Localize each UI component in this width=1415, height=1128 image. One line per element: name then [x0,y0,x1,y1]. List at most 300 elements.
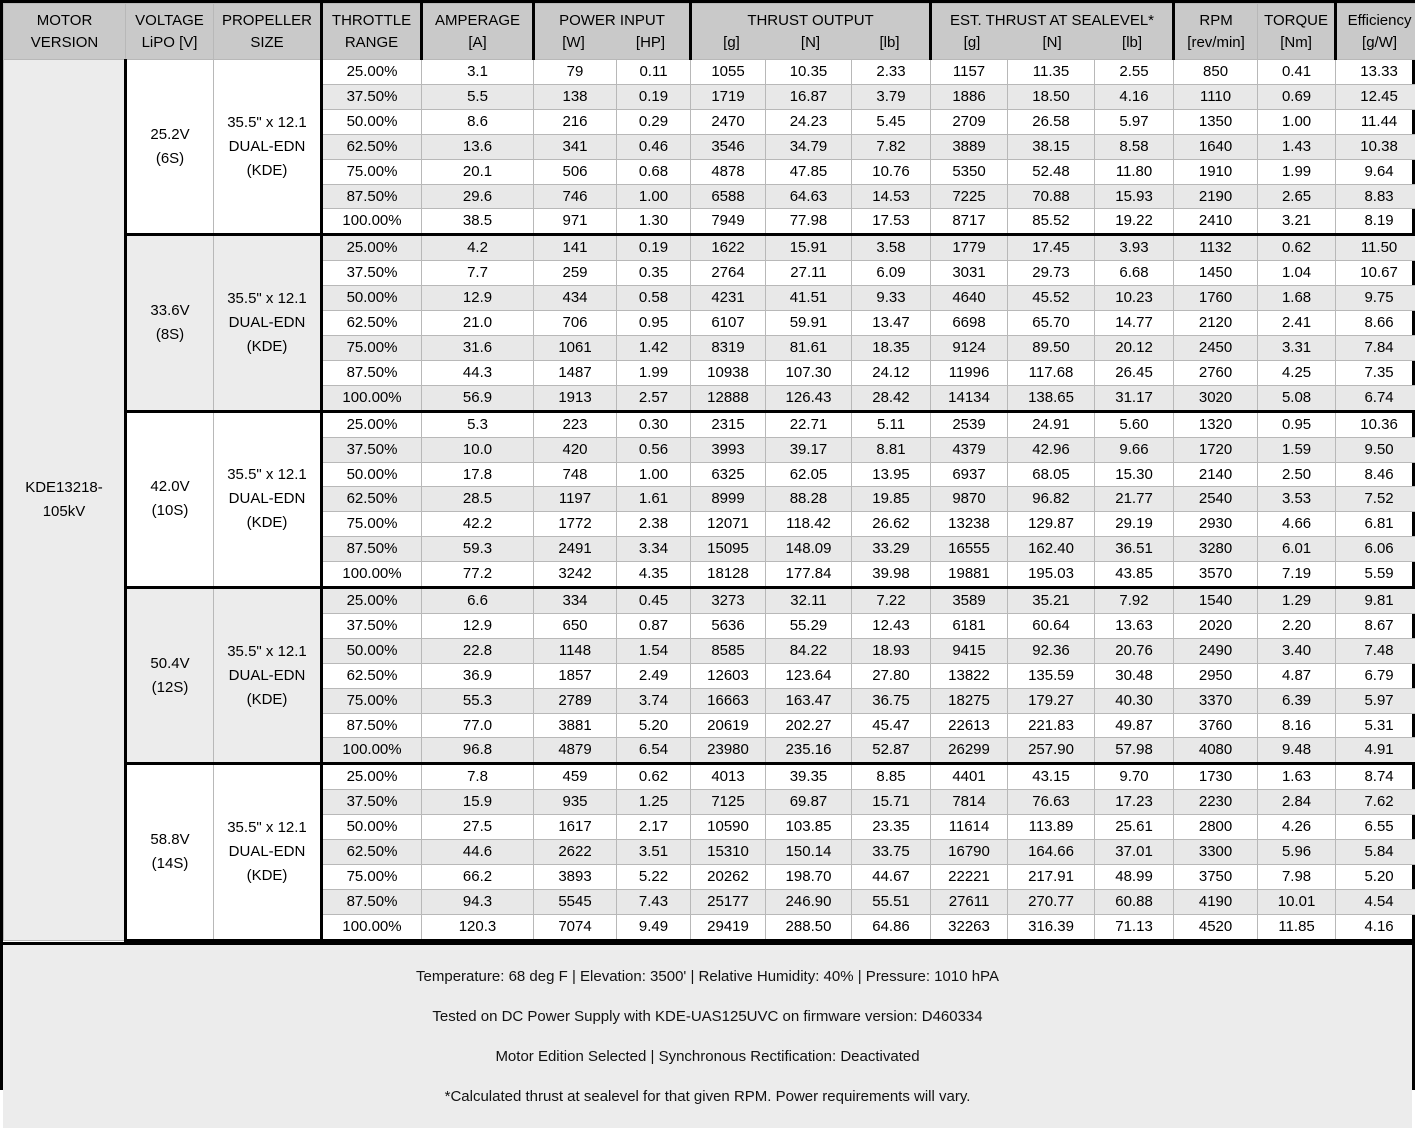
cell-efficiency: 10.38 [1336,134,1415,159]
table-row [4,235,1415,261]
cell-thrust-lb: 18.93 [852,638,931,663]
header-rpm-line1: RPM [1175,10,1257,32]
cell-sealevel-n: 29.73 [1008,261,1095,286]
cell-sealevel-lb: 40.30 [1095,688,1174,713]
cell-throttle: 50.00% [322,109,422,134]
cell-power-w: 79 [534,60,617,85]
cell-thrust-g: 1055 [691,60,766,85]
cell-thrust-g: 10590 [691,815,766,840]
cell-torque: 3.31 [1258,335,1336,360]
cell-sealevel-lb: 29.19 [1095,512,1174,537]
cell-thrust-g: 2470 [691,109,766,134]
cell-throttle: 37.50% [322,437,422,462]
footer-test-setup: Tested on DC Power Supply with KDE-UAS125UVC on firmware version: D460334 [432,1008,982,1025]
cell-thrust-lb: 36.75 [852,688,931,713]
cell-power-w: 1617 [534,815,617,840]
cell-rpm: 1720 [1174,437,1258,462]
cell-rpm: 850 [1174,60,1258,85]
cell-power-w: 459 [534,764,617,790]
cell-torque: 0.69 [1258,84,1336,109]
cell-power-w: 935 [534,790,617,815]
cell-throttle: 87.50% [322,537,422,562]
cell-thrust-lb: 17.53 [852,209,931,235]
cell-sealevel-n: 70.88 [1008,184,1095,209]
cell-sealevel-n: 138.65 [1008,385,1095,411]
cell-thrust-n: 84.22 [766,638,852,663]
cell-thrust-n: 32.11 [766,588,852,614]
cell-motor-version [4,60,126,941]
cell-throttle: 62.50% [322,487,422,512]
cell-sealevel-lb: 5.97 [1095,109,1174,134]
cell-thrust-g: 6325 [691,462,766,487]
header-thrust-output-n: [N] [771,32,850,54]
cell-sealevel-g: 6698 [931,311,1008,336]
cell-thrust-n: 148.09 [766,537,852,562]
cell-thrust-lb: 2.33 [852,60,931,85]
header-est-thrust-g: [g] [932,32,1012,54]
cell-power-hp: 3.34 [617,537,691,562]
cell-power-w: 141 [534,235,617,261]
cell-thrust-n: 88.28 [766,487,852,512]
cell-torque: 6.01 [1258,537,1336,562]
cell-thrust-g: 1622 [691,235,766,261]
cell-efficiency: 6.74 [1336,385,1415,411]
cell-sealevel-n: 257.90 [1008,738,1095,764]
cell-throttle: 50.00% [322,462,422,487]
cell-amperage: 44.3 [422,360,534,385]
cell-amperage: 12.9 [422,286,534,311]
cell-thrust-lb: 33.29 [852,537,931,562]
cell-power-w: 434 [534,286,617,311]
cell-propeller-4 [214,588,322,764]
cell-power-w: 259 [534,261,617,286]
cell-rpm: 4080 [1174,738,1258,764]
cell-power-w: 334 [534,588,617,614]
cell-sealevel-g: 1157 [931,60,1008,85]
cell-torque: 2.84 [1258,790,1336,815]
cell-thrust-n: 150.14 [766,840,852,865]
cell-sealevel-g: 2539 [931,411,1008,437]
cell-torque: 5.08 [1258,385,1336,411]
cell-rpm: 2140 [1174,462,1258,487]
cell-torque: 0.41 [1258,60,1336,85]
cell-thrust-g: 12888 [691,385,766,411]
cell-power-w: 1913 [534,385,617,411]
cell-throttle: 25.00% [322,411,422,437]
cell-voltage-2 [126,235,214,411]
cell-thrust-n: 64.63 [766,184,852,209]
cell-torque: 4.66 [1258,512,1336,537]
cell-sealevel-n: 129.87 [1008,512,1095,537]
cell-power-hp: 0.19 [617,84,691,109]
cell-rpm: 1910 [1174,159,1258,184]
cell-sealevel-n: 316.39 [1008,914,1095,940]
cell-throttle: 62.50% [322,840,422,865]
cell-rpm: 2450 [1174,335,1258,360]
cell-thrust-g: 1719 [691,84,766,109]
cell-rpm: 2190 [1174,184,1258,209]
cell-torque: 1.99 [1258,159,1336,184]
header-propeller-size [214,4,322,60]
propeller-line1: 35.5" x 12.1 [214,287,320,311]
cell-torque: 9.48 [1258,738,1336,764]
cell-sealevel-g: 4379 [931,437,1008,462]
voltage-line2: (8S) [127,323,213,347]
cell-amperage: 8.6 [422,109,534,134]
cell-amperage: 31.6 [422,335,534,360]
cell-torque: 1.43 [1258,134,1336,159]
cell-thrust-g: 7949 [691,209,766,235]
cell-power-w: 1857 [534,663,617,688]
cell-thrust-lb: 14.53 [852,184,931,209]
cell-thrust-n: 16.87 [766,84,852,109]
cell-thrust-n: 107.30 [766,360,852,385]
cell-throttle: 62.50% [322,311,422,336]
cell-sealevel-lb: 4.16 [1095,84,1174,109]
cell-thrust-g: 8999 [691,487,766,512]
cell-power-w: 2491 [534,537,617,562]
cell-torque: 3.53 [1258,487,1336,512]
header-thrust-output-title: THRUST OUTPUT [692,10,929,32]
header-motor-version-line2: VERSION [4,32,125,54]
cell-amperage: 59.3 [422,537,534,562]
cell-efficiency: 4.54 [1336,889,1415,914]
cell-power-hp: 0.95 [617,311,691,336]
cell-power-w: 5545 [534,889,617,914]
cell-sealevel-g: 32263 [931,914,1008,940]
cell-thrust-n: 55.29 [766,613,852,638]
cell-thrust-n: 118.42 [766,512,852,537]
cell-throttle: 37.50% [322,613,422,638]
cell-sealevel-lb: 60.88 [1095,889,1174,914]
cell-throttle: 100.00% [322,914,422,940]
cell-thrust-g: 23980 [691,738,766,764]
cell-sealevel-lb: 15.93 [1095,184,1174,209]
table-row [4,588,1415,614]
cell-thrust-n: 246.90 [766,889,852,914]
cell-amperage: 15.9 [422,790,534,815]
cell-power-hp: 7.43 [617,889,691,914]
cell-throttle: 75.00% [322,159,422,184]
cell-torque: 2.50 [1258,462,1336,487]
header-torque [1258,4,1336,60]
cell-torque: 1.29 [1258,588,1336,614]
cell-thrust-lb: 19.85 [852,487,931,512]
cell-rpm: 3370 [1174,688,1258,713]
cell-efficiency: 5.20 [1336,865,1415,890]
cell-thrust-lb: 13.47 [852,311,931,336]
cell-sealevel-n: 17.45 [1008,235,1095,261]
cell-power-w: 1772 [534,512,617,537]
cell-sealevel-g: 7225 [931,184,1008,209]
cell-torque: 1.04 [1258,261,1336,286]
cell-rpm: 2230 [1174,790,1258,815]
cell-rpm: 2540 [1174,487,1258,512]
cell-sealevel-g: 11614 [931,815,1008,840]
cell-thrust-lb: 33.75 [852,840,931,865]
cell-sealevel-lb: 20.76 [1095,638,1174,663]
cell-throttle: 50.00% [322,638,422,663]
cell-thrust-g: 2764 [691,261,766,286]
header-rpm-line2: [rev/min] [1175,32,1257,54]
cell-power-hp: 2.38 [617,512,691,537]
cell-power-hp: 0.62 [617,764,691,790]
cell-sealevel-lb: 43.85 [1095,562,1174,588]
cell-thrust-lb: 52.87 [852,738,931,764]
table-row [4,411,1415,437]
cell-power-w: 748 [534,462,617,487]
propeller-line3: (KDE) [214,335,320,359]
cell-sealevel-n: 52.48 [1008,159,1095,184]
cell-sealevel-lb: 36.51 [1095,537,1174,562]
cell-thrust-n: 34.79 [766,134,852,159]
cell-thrust-n: 177.84 [766,562,852,588]
cell-torque: 1.63 [1258,764,1336,790]
cell-efficiency: 8.83 [1336,184,1415,209]
cell-amperage: 29.6 [422,184,534,209]
cell-power-hp: 4.35 [617,562,691,588]
cell-thrust-g: 8585 [691,638,766,663]
cell-power-hp: 5.22 [617,865,691,890]
cell-thrust-g: 5636 [691,613,766,638]
cell-thrust-g: 8319 [691,335,766,360]
cell-sealevel-n: 68.05 [1008,462,1095,487]
cell-efficiency: 9.81 [1336,588,1415,614]
cell-amperage: 120.3 [422,914,534,940]
cell-torque: 10.01 [1258,889,1336,914]
cell-thrust-n: 24.23 [766,109,852,134]
cell-thrust-g: 20619 [691,713,766,738]
propeller-line3: (KDE) [214,688,320,712]
cell-rpm: 1760 [1174,286,1258,311]
cell-sealevel-g: 6937 [931,462,1008,487]
cell-throttle: 75.00% [322,865,422,890]
cell-throttle: 50.00% [322,286,422,311]
cell-sealevel-n: 221.83 [1008,713,1095,738]
cell-thrust-g: 18128 [691,562,766,588]
cell-power-hp: 1.25 [617,790,691,815]
cell-sealevel-lb: 10.23 [1095,286,1174,311]
cell-power-w: 706 [534,311,617,336]
header-voltage [126,4,214,60]
cell-efficiency: 6.81 [1336,512,1415,537]
cell-voltage-4 [126,588,214,764]
cell-sealevel-n: 38.15 [1008,134,1095,159]
header-motor-version [4,4,126,60]
cell-sealevel-lb: 7.92 [1095,588,1174,614]
cell-sealevel-lb: 30.48 [1095,663,1174,688]
voltage-line2: (6S) [127,147,213,171]
cell-efficiency: 5.84 [1336,840,1415,865]
cell-rpm: 2930 [1174,512,1258,537]
header-amperage [422,4,534,60]
cell-voltage-5 [126,764,214,940]
cell-rpm: 2950 [1174,663,1258,688]
cell-thrust-lb: 28.42 [852,385,931,411]
cell-thrust-lb: 45.47 [852,713,931,738]
voltage-line2: (14S) [127,852,213,876]
cell-sealevel-g: 3889 [931,134,1008,159]
cell-sealevel-lb: 49.87 [1095,713,1174,738]
cell-sealevel-g: 9415 [931,638,1008,663]
header-throttle-line2: RANGE [323,32,420,54]
cell-sealevel-n: 96.82 [1008,487,1095,512]
header-torque-line2: [Nm] [1258,32,1334,54]
propeller-line3: (KDE) [214,864,320,888]
header-efficiency [1336,4,1415,60]
cell-sealevel-n: 270.77 [1008,889,1095,914]
cell-amperage: 94.3 [422,889,534,914]
propeller-line2: DUAL-EDN [214,664,320,688]
cell-power-hp: 0.11 [617,60,691,85]
cell-thrust-g: 12603 [691,663,766,688]
cell-amperage: 42.2 [422,512,534,537]
cell-amperage: 6.6 [422,588,534,614]
cell-sealevel-lb: 2.55 [1095,60,1174,85]
cell-thrust-lb: 3.79 [852,84,931,109]
cell-rpm: 4520 [1174,914,1258,940]
cell-efficiency: 7.48 [1336,638,1415,663]
cell-rpm: 2490 [1174,638,1258,663]
cell-propeller-3 [214,411,322,587]
cell-sealevel-n: 26.58 [1008,109,1095,134]
cell-sealevel-lb: 15.30 [1095,462,1174,487]
cell-efficiency: 8.74 [1336,764,1415,790]
cell-power-w: 4879 [534,738,617,764]
cell-thrust-g: 29419 [691,914,766,940]
cell-power-hp: 0.68 [617,159,691,184]
header-voltage-line2: LiPO [V] [126,32,213,54]
cell-throttle: 75.00% [322,512,422,537]
cell-sealevel-n: 217.91 [1008,865,1095,890]
cell-thrust-lb: 8.81 [852,437,931,462]
cell-thrust-n: 62.05 [766,462,852,487]
cell-power-w: 746 [534,184,617,209]
cell-efficiency: 11.50 [1336,235,1415,261]
cell-amperage: 55.3 [422,688,534,713]
cell-rpm: 1640 [1174,134,1258,159]
cell-sealevel-g: 3589 [931,588,1008,614]
cell-power-hp: 0.46 [617,134,691,159]
cell-power-w: 3242 [534,562,617,588]
cell-sealevel-n: 117.68 [1008,360,1095,385]
cell-rpm: 3750 [1174,865,1258,890]
cell-sealevel-lb: 71.13 [1095,914,1174,940]
cell-sealevel-g: 16790 [931,840,1008,865]
cell-thrust-g: 3546 [691,134,766,159]
cell-throttle: 50.00% [322,815,422,840]
cell-amperage: 77.0 [422,713,534,738]
cell-rpm: 2410 [1174,209,1258,235]
cell-power-w: 2622 [534,840,617,865]
cell-sealevel-g: 6181 [931,613,1008,638]
table-header [4,4,1415,60]
propeller-line1: 35.5" x 12.1 [214,640,320,664]
header-est-thrust-sealevel [931,4,1174,60]
cell-torque: 1.59 [1258,437,1336,462]
cell-efficiency: 6.06 [1336,537,1415,562]
cell-rpm: 2120 [1174,311,1258,336]
header-amperage-line2: [A] [423,32,532,54]
header-power-input-title: POWER INPUT [535,10,689,32]
cell-amperage: 5.5 [422,84,534,109]
cell-propeller-2 [214,235,322,411]
cell-rpm: 2020 [1174,613,1258,638]
header-thrust-output [691,4,931,60]
cell-efficiency: 7.84 [1336,335,1415,360]
cell-torque: 4.25 [1258,360,1336,385]
cell-amperage: 38.5 [422,209,534,235]
cell-thrust-g: 16663 [691,688,766,713]
cell-sealevel-lb: 9.70 [1095,764,1174,790]
cell-throttle: 25.00% [322,764,422,790]
cell-rpm: 1110 [1174,84,1258,109]
cell-power-w: 1487 [534,360,617,385]
cell-sealevel-g: 7814 [931,790,1008,815]
cell-thrust-n: 41.51 [766,286,852,311]
voltage-line1: 33.6V [127,299,213,323]
cell-sealevel-lb: 48.99 [1095,865,1174,890]
cell-sealevel-n: 85.52 [1008,209,1095,235]
cell-torque: 7.19 [1258,562,1336,588]
cell-sealevel-n: 164.66 [1008,840,1095,865]
cell-power-hp: 0.19 [617,235,691,261]
cell-sealevel-n: 113.89 [1008,815,1095,840]
cell-power-hp: 1.99 [617,360,691,385]
cell-throttle: 75.00% [322,335,422,360]
cell-throttle: 25.00% [322,60,422,85]
cell-thrust-g: 4013 [691,764,766,790]
cell-sealevel-lb: 11.80 [1095,159,1174,184]
header-throttle-line1: THROTTLE [323,10,420,32]
cell-efficiency: 9.75 [1336,286,1415,311]
cell-sealevel-g: 1779 [931,235,1008,261]
cell-sealevel-n: 76.63 [1008,790,1095,815]
cell-power-hp: 2.49 [617,663,691,688]
cell-amperage: 27.5 [422,815,534,840]
cell-amperage: 21.0 [422,311,534,336]
cell-thrust-lb: 5.11 [852,411,931,437]
voltage-line1: 42.0V [127,475,213,499]
cell-power-w: 138 [534,84,617,109]
cell-amperage: 28.5 [422,487,534,512]
cell-thrust-n: 126.43 [766,385,852,411]
cell-thrust-g: 15095 [691,537,766,562]
cell-amperage: 96.8 [422,738,534,764]
cell-torque: 1.68 [1258,286,1336,311]
cell-thrust-n: 163.47 [766,688,852,713]
header-thrust-output-g: [g] [692,32,771,54]
cell-amperage: 5.3 [422,411,534,437]
cell-sealevel-g: 18275 [931,688,1008,713]
cell-rpm: 2800 [1174,815,1258,840]
cell-throttle: 100.00% [322,562,422,588]
cell-power-hp: 6.54 [617,738,691,764]
cell-propeller-5 [214,764,322,940]
cell-sealevel-g: 13822 [931,663,1008,688]
cell-throttle: 62.50% [322,663,422,688]
cell-sealevel-n: 11.35 [1008,60,1095,85]
propeller-line3: (KDE) [214,511,320,535]
cell-power-w: 420 [534,437,617,462]
cell-thrust-lb: 3.58 [852,235,931,261]
cell-power-hp: 1.42 [617,335,691,360]
cell-power-w: 1148 [534,638,617,663]
table-row [4,60,1415,85]
cell-power-hp: 9.49 [617,914,691,940]
cell-efficiency: 8.46 [1336,462,1415,487]
cell-sealevel-n: 179.27 [1008,688,1095,713]
